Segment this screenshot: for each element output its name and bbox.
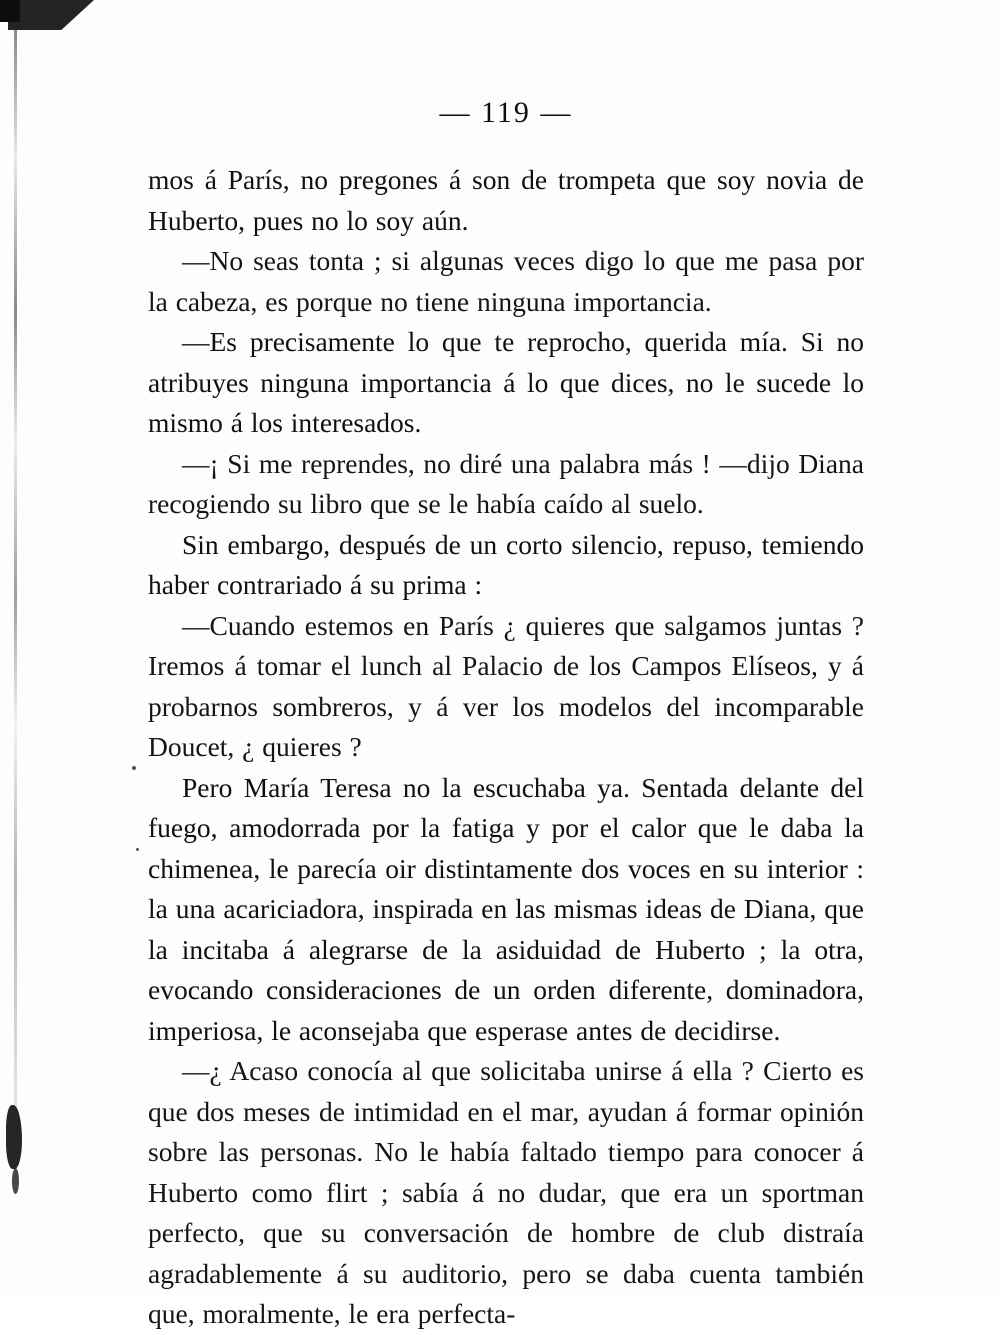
paragraph: —Es precisamente lo que te reprocho, querida mía. Si no atribuyes ninguna importancia á lo que dices, no le sucede lo mismo á los interesados. [148,326,864,438]
body-text [148,160,864,1335]
paragraph: Sin embargo, después de un corto silencio, repuso, temiendo haber contrariado á su prima : [148,528,864,600]
scan-smudge-small [12,1168,19,1194]
page-number: — 119 — [439,96,573,129]
scan-smudge [6,1105,22,1169]
ink-speck [136,848,139,851]
paragraph: —¿ Acaso conocía al que solicitaba unirse á ella ? Cierto es que dos meses de intimidad en el mar, ayudan á formar opinión sobre las personas. No le había faltado tiempo para conocer á Huberto como flirt ; sabía á no dudar, que era un sportman perfecto, que su conversación de hombre de club distraía agradablemente á su auditorio, pero se daba cuenta también que, moralmente, le era perfecta- [148,1055,864,1329]
scan-edge-artifact-corner [0,0,20,22]
binding-gutter-shadow [14,28,17,1118]
scan-edge-artifact [8,0,94,30]
paragraph: Pero María Teresa no la escuchaba ya. Sentada delante del fuego, amodorrada por la fatiga y por el calor que le daba la chimenea, le parecía oir distintamente dos voces en su interior : la una acariciadora, inspirada en las mismas ideas de Diana, que la incitaba á alegrarse de la asiduidad de Huberto ; la otra, evocando consideraciones de un orden diferente, dominadora, imperiosa, le aconsejaba que esperase antes de decidirse. [148,771,864,1046]
paragraph: —No seas tonta ; si algunas veces digo lo que me pasa por la cabeza, es porque no tiene ninguna importancia. [148,245,864,317]
page-content [148,96,864,1335]
ink-speck [132,766,136,770]
paragraph: —Cuando estemos en París ¿ quieres que salgamos juntas ? Iremos á tomar el lunch al Palacio de los Campos Elíseos, y á probarnos sombreros, y á ver los modelos del incomparable Doucet, ¿ quieres ? [148,609,864,762]
paragraph: —¡ Si me reprendes, no diré una palabra más ! —dijo Diana recogiendo su libro que se le había caído al suelo. [148,447,864,519]
paragraph: mos á París, no pregones á son de trompeta que soy novia de Huberto, pues no lo soy aún. [148,164,864,236]
